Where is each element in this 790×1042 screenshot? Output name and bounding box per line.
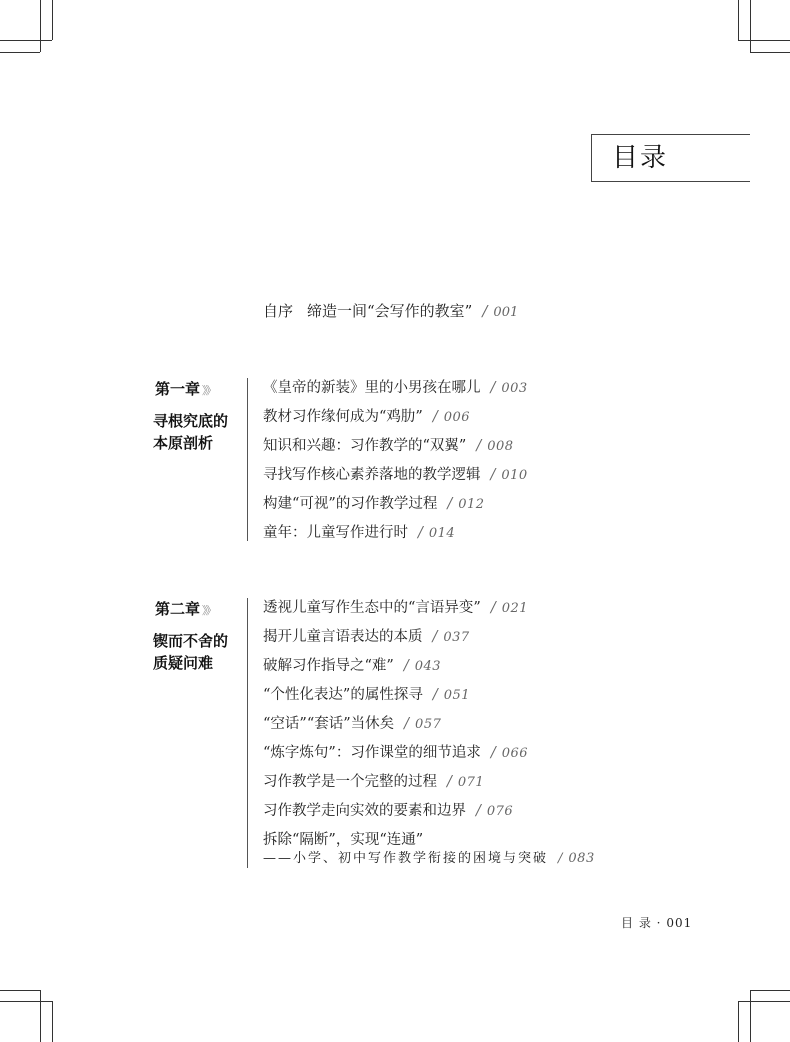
toc-entry[interactable] xyxy=(263,494,528,523)
page-separator: / xyxy=(490,467,496,483)
footer-page-number: 001 xyxy=(666,916,693,930)
page-number: 006 xyxy=(443,410,471,425)
page-number: 066 xyxy=(501,746,529,761)
chapter-2-subtitle xyxy=(153,630,228,674)
page-separator: / xyxy=(447,496,453,512)
crop-mark xyxy=(750,990,790,991)
toc-title-box xyxy=(591,134,750,182)
page-separator: / xyxy=(558,851,563,866)
chapter-1-subtitle xyxy=(153,410,228,454)
entry-title: 透视儿童写作生态中的“言语异变” xyxy=(263,600,481,616)
entry-title: 知识和兴趣：习作教学的“双翼” xyxy=(263,438,467,454)
crop-mark xyxy=(52,0,53,40)
page-separator: / xyxy=(404,716,410,732)
toc-entry[interactable] xyxy=(263,685,595,714)
chapter-subtitle-line: 本原剖析 xyxy=(153,434,214,452)
entry-title: “空话”“套话”当休矣 xyxy=(263,716,395,732)
page-number: 001 xyxy=(493,305,519,320)
chapter-number: 第二章 xyxy=(155,600,201,618)
chapter-2-divider xyxy=(247,598,248,868)
page-separator: / xyxy=(418,525,423,541)
toc-entry[interactable] xyxy=(263,407,528,436)
entry-title: “炼字炼句”：习作课堂的细节追求 xyxy=(263,745,481,761)
page-separator: / xyxy=(490,600,496,616)
toc-entry[interactable] xyxy=(263,714,595,743)
toc-entry[interactable] xyxy=(263,772,595,801)
toc-entry[interactable] xyxy=(263,436,528,465)
page-number: 010 xyxy=(501,468,528,483)
crop-mark xyxy=(0,990,40,991)
entry-title: “个性化表达”的属性探寻 xyxy=(263,687,423,703)
page-number: 071 xyxy=(457,775,485,790)
entry-title: 习作教学是一个完整的过程 xyxy=(263,774,437,790)
entry-title: 拆除“隔断”，实现“连通” xyxy=(263,832,424,848)
page-number: 076 xyxy=(486,804,514,819)
toc-entry[interactable] xyxy=(263,523,528,552)
entry-title: 《皇帝的新装》里的小男孩在哪儿 xyxy=(263,380,481,396)
preface-title: 缔造一间“会写作的教室” xyxy=(307,302,473,320)
page-footer xyxy=(621,914,692,931)
crop-mark xyxy=(0,1001,52,1002)
entry-title: 习作教学走向实效的要素和边界 xyxy=(263,803,466,819)
chapter-subtitle-line: 锲而不舍的 xyxy=(153,632,229,650)
entry-title: 破解习作指导之“难” xyxy=(263,658,394,674)
crop-mark xyxy=(738,1001,790,1002)
chapter-1-divider xyxy=(247,378,248,541)
page-separator: / xyxy=(490,745,496,761)
page-separator: / xyxy=(432,629,438,645)
crop-mark xyxy=(738,1001,739,1042)
page-separator: / xyxy=(403,658,409,674)
page-separator: / xyxy=(490,380,496,396)
preface-label: 自序 xyxy=(263,302,294,320)
toc-entry[interactable] xyxy=(263,656,595,685)
page-separator: / xyxy=(476,803,481,819)
page-separator: / xyxy=(432,687,438,703)
chapter-1-entries xyxy=(263,378,528,552)
entry-title: 寻找写作核心素养落地的教学逻辑 xyxy=(263,467,481,483)
crop-mark xyxy=(750,0,751,52)
chapter-1-label xyxy=(155,378,215,399)
page-number: 083 xyxy=(568,851,595,866)
crop-mark xyxy=(750,990,751,1042)
crop-mark xyxy=(40,0,41,52)
page-number: 057 xyxy=(415,717,442,732)
page-separator: / xyxy=(447,774,452,790)
toc-entry[interactable] xyxy=(263,465,528,494)
entry-title: 构建“可视”的习作教学过程 xyxy=(263,496,438,512)
toc-entry[interactable] xyxy=(263,378,528,407)
crop-mark xyxy=(738,0,739,40)
chapter-2-entries xyxy=(263,598,595,868)
entry-subtitle: ——小学、初中写作教学衔接的困境与突破 xyxy=(263,851,549,866)
page-number: 012 xyxy=(458,497,485,512)
footer-dot: · xyxy=(656,916,662,930)
crop-mark xyxy=(0,40,52,41)
crop-mark xyxy=(738,40,790,41)
chapter-subtitle-line: 质疑问难 xyxy=(153,654,214,672)
chapter-2-label xyxy=(155,598,215,619)
page-separator: / xyxy=(482,302,488,320)
crop-mark xyxy=(750,52,790,53)
page-number: 008 xyxy=(487,439,514,454)
toc-entry[interactable] xyxy=(263,627,595,656)
toc-entry[interactable] xyxy=(263,598,595,627)
toc-entry[interactable] xyxy=(263,743,595,772)
page-number: 014 xyxy=(428,526,456,541)
entry-title: 童年：儿童写作进行时 xyxy=(263,525,408,541)
crop-mark xyxy=(52,1001,53,1042)
page-number: 043 xyxy=(414,659,442,674)
page-separator: / xyxy=(476,438,482,454)
entry-title: 教材习作缘何成为“鸡肋” xyxy=(263,409,423,425)
chevron-right-icon: 》》 xyxy=(202,604,215,617)
crop-mark xyxy=(0,52,40,53)
page-number: 051 xyxy=(443,688,471,703)
toc-entry-preface[interactable] xyxy=(263,300,518,324)
page-title: 目录 xyxy=(612,143,669,173)
page-number: 037 xyxy=(443,630,470,645)
chapter-subtitle-line: 寻根究底的 xyxy=(153,412,229,430)
footer-section: 目 录 xyxy=(621,916,652,930)
chapter-number: 第一章 xyxy=(155,380,201,398)
page-number: 003 xyxy=(501,381,528,396)
page-separator: / xyxy=(432,409,438,425)
chevron-right-icon: 》》 xyxy=(202,384,215,397)
page-number: 021 xyxy=(501,601,529,616)
crop-mark xyxy=(40,990,41,1042)
entry-title: 揭开儿童言语表达的本质 xyxy=(263,629,423,645)
toc-entry[interactable] xyxy=(263,801,595,830)
toc-entry-subtitle[interactable] xyxy=(263,850,595,868)
